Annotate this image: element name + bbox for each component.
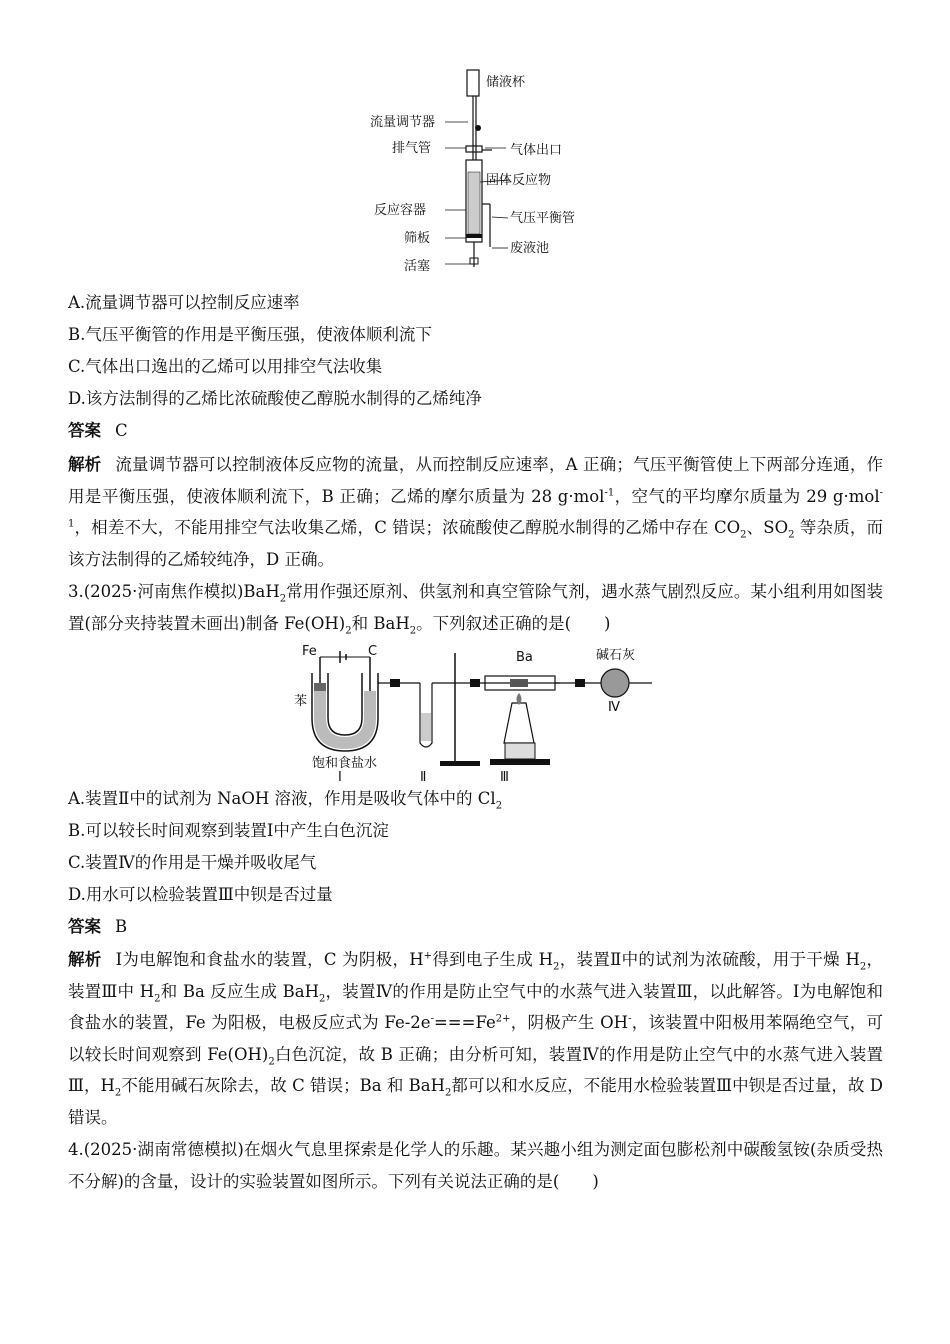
answer-label: 答案 [68,421,101,440]
q3-option-b: B.可以较长时间观察到装置Ⅰ中产生白色沉淀 [68,821,389,840]
q3-option-c: C.装置Ⅳ的作用是干燥并吸收尾气 [68,853,317,872]
label-ba: Ba [516,650,533,665]
label-sieve-plate: 筛板 [404,231,431,246]
analysis-label: 解析 [68,455,102,474]
q2-option-b: B.气压平衡管的作用是平衡压强，使液体顺利流下 [68,325,432,344]
label-fe: Fe [302,644,317,659]
q3-stem: 3.(2025·河南焦作模拟)BaH$_2$常用作强还原剂、供氢剂和真空管除气剂，遇水蒸气剧烈反应。某小组利用如图装置(部分夹持装置未画出)制备 $Fe(OH)_2$和 BaH$_2$。下列叙述正确的是( ) [68,582,883,636]
label-benzene: 苯 [294,694,308,709]
q3-analysis: 解析 Ⅰ为电解饱和食盐水的装置，C 为阴极，H+得到电子生成 $H_2$，装置Ⅱ中的试剂为浓硫酸，用于干燥 $H_2$，装置Ⅲ中 $H_2$和 Ba 反应生成 BaH$_2$，装置Ⅳ的作用是防止空气中的水蒸气进入装置Ⅲ，以此解答。Ⅰ为电解饱和食盐水的装置，Fe 为阳极，电极反应式为 $Fe-2e^-===Fe^{2+}$，阴极产生 OH-，该装置中阳极用苯隔绝空气，可以较长时间观察到 $Fe(OH)_2$白色沉淀，故 B 正确；由分析可知，装置Ⅳ的作用是防止空气中的水蒸气进入装置Ⅲ，$H_2$不能用碱石灰除去，故 C 错误；Ba 和 BaH$_2$都可以和水反应，不能用水检验装置Ⅲ中钡是否过量，故 D 错误。 [68,950,884,1127]
q2-analysis: 解析 流量调节器可以控制液体反应物的流量，从而控制反应速率，A 正确；气压平衡管使上下两部分连通，作用是平衡压强，使液体顺利流下，B 正确；乙烯的摩尔质量为 28 g·mol$^{-1}$，空气的平均摩尔质量为 29 g·mol$^{-1}$，相差不大，不能用排空气法收集乙烯，C 错误；浓硫酸使乙醇脱水制得的乙烯中存在 $CO_2$、$SO_2$ 等杂质，而该方法制得的乙烯较纯净，D 正确。 [68,455,883,569]
label-reservoir: 储液杯 [486,75,526,90]
q2-option-d: D.该方法制得的乙烯比浓硫酸使乙醇脱水制得的乙烯纯净 [68,389,482,408]
roman-3: Ⅲ [500,770,509,783]
bah2-apparatus-figure [290,643,660,783]
analysis-label: 解析 [68,950,102,969]
label-c: C [368,644,378,659]
answer-value: B [115,917,128,936]
label-soda-lime: 碱石灰 [596,648,636,663]
label-reaction-vessel: 反应容器 [374,203,427,218]
q3-answer [68,916,127,938]
label-solid-reactant: 固体反应物 [486,173,552,188]
roman-2: Ⅱ [420,770,427,783]
answer-value: C [115,421,128,440]
q2-option-a: A.流量调节器可以控制反应速率 [68,293,300,312]
answer-label: 答案 [68,917,101,936]
q2-option-c: C.气体出口逸出的乙烯可以用排空气法收集 [68,357,383,376]
q2-answer [68,420,128,442]
label-brine: 饱和食盐水 [312,756,378,771]
q3-option-d: D.用水可以检验装置Ⅲ中钡是否过量 [68,885,333,904]
q3-option-a: A.装置Ⅱ中的试剂为 NaOH 溶液，作用是吸收气体中的 $Cl_2$ [68,789,503,812]
label-stopcock: 活塞 [404,259,431,274]
label-gas-outlet: 气体出口 [510,143,563,158]
ethylene-apparatus-figure [360,62,600,280]
label-vent-pipe: 排气管 [392,141,432,156]
q4-stem: 4.(2025·湖南常德模拟)在烟火气息里探索是化学人的乐趣。某兴趣小组为测定面包膨松剂中碳酸氢铵(杂质受热不分解)的含量，设计的实验装置如图所示。下列有关说法正确的是( ) [68,1140,883,1191]
roman-4: Ⅳ [608,700,620,715]
label-flow-regulator: 流量调节器 [370,115,436,130]
label-waste-pool: 废液池 [510,241,550,256]
label-pressure-tube: 气压平衡管 [510,211,576,226]
roman-1: Ⅰ [338,770,342,783]
